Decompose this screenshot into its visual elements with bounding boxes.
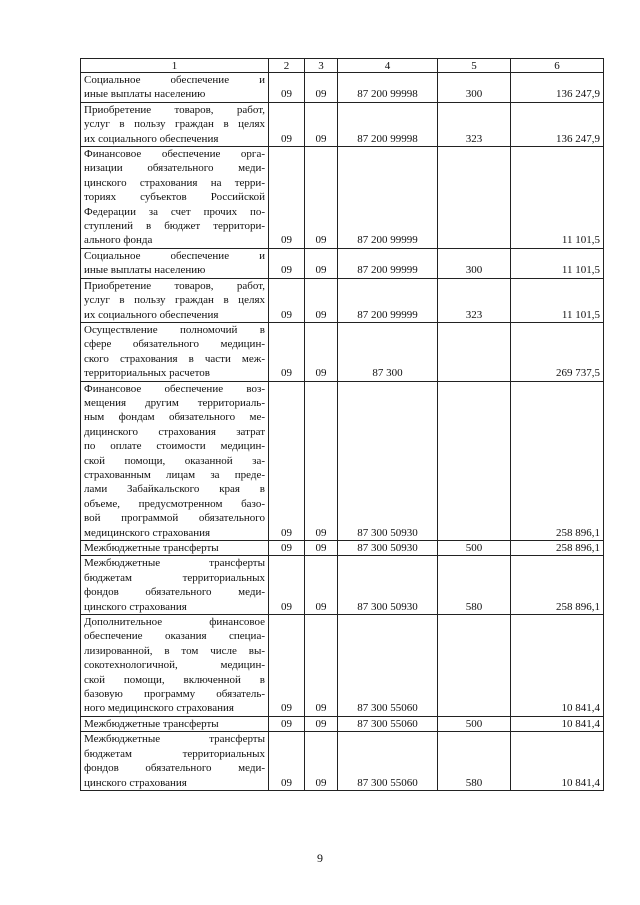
row-subsection: 09	[305, 556, 338, 615]
row-name	[81, 73, 269, 103]
row-name-line: Финансовое обеспечение орга-	[84, 148, 265, 161]
row-subsection: 09	[305, 732, 338, 791]
row-name-line: бюджетам территориальных	[84, 571, 265, 584]
table-row	[81, 147, 604, 249]
row-name	[81, 556, 269, 615]
row-name-line: ториях субъектов Российской	[84, 191, 265, 204]
row-expense-type: 580	[438, 732, 511, 791]
table-row	[81, 541, 604, 556]
row-name-line: их социального обеспечения	[84, 308, 219, 321]
row-expense-type: 580	[438, 556, 511, 615]
page-number: 9	[317, 851, 323, 865]
row-name-line: лизированной, в том числе вы-	[84, 644, 265, 657]
row-target-article: 87 300 50930	[338, 381, 438, 540]
row-target-article: 87 200 99998	[338, 102, 438, 146]
header-col-3: 3	[305, 59, 338, 73]
row-subsection: 09	[305, 102, 338, 146]
row-target-article: 87 200 99999	[338, 147, 438, 249]
row-name	[81, 541, 269, 556]
header-row	[81, 59, 604, 73]
row-expense-type	[438, 615, 511, 717]
row-subsection: 09	[305, 716, 338, 731]
row-name-line: сфере обязательного медицин-	[84, 338, 265, 351]
row-subsection: 09	[305, 615, 338, 717]
row-subsection: 09	[305, 73, 338, 103]
row-name-line: ской помощи, включенной в	[84, 673, 265, 686]
row-name-line: Приобретение товаров, работ,	[84, 103, 265, 116]
row-name-line: Федерации за счет прочих по-	[84, 205, 265, 218]
row-name-line: Дополнительное финансовое	[84, 616, 265, 629]
row-expense-type: 323	[438, 278, 511, 322]
row-name-line: иные выплаты населению	[84, 88, 206, 101]
row-section: 09	[269, 732, 305, 791]
header-col-6: 6	[511, 59, 604, 73]
table-row	[81, 716, 604, 731]
row-name-line: ступлений в бюджет территори-	[84, 220, 265, 233]
table-row	[81, 73, 604, 103]
row-name-line: услуг в пользу граждан в целях	[84, 118, 265, 131]
row-name-line: цинского страхования на терри-	[84, 176, 265, 189]
row-section: 09	[269, 322, 305, 381]
row-section: 09	[269, 248, 305, 278]
table-row	[81, 381, 604, 540]
row-section: 09	[269, 73, 305, 103]
row-target-article: 87 300 50930	[338, 556, 438, 615]
row-subsection: 09	[305, 147, 338, 249]
row-name-line: ской помощи, оказанной за-	[84, 454, 265, 467]
row-amount: 258 896,1	[511, 556, 604, 615]
row-name-line: Межбюджетные трансферты	[84, 557, 265, 570]
row-section: 09	[269, 716, 305, 731]
row-name-line: Осуществление полномочий в	[84, 323, 265, 336]
table-row	[81, 322, 604, 381]
row-amount: 10 841,4	[511, 716, 604, 731]
row-name-line: Межбюджетные трансферты	[84, 542, 219, 554]
row-name	[81, 147, 269, 249]
row-expense-type: 500	[438, 716, 511, 731]
row-section: 09	[269, 556, 305, 615]
row-expense-type: 300	[438, 248, 511, 278]
row-name-line: Межбюджетные трансферты	[84, 717, 219, 730]
row-target-article: 87 300 55060	[338, 615, 438, 717]
table-body	[81, 73, 604, 791]
row-amount: 10 841,4	[511, 615, 604, 717]
row-name-line: медицинского страхования	[84, 526, 211, 539]
row-name	[81, 102, 269, 146]
row-name	[81, 732, 269, 791]
row-name-line: по оплате стоимости медицин-	[84, 440, 265, 453]
row-expense-type: 300	[438, 73, 511, 103]
row-name-line: цинского страхования	[84, 600, 187, 613]
row-name-line: мещения другим территориаль-	[84, 396, 265, 409]
row-section: 09	[269, 615, 305, 717]
row-target-article: 87 300	[338, 322, 438, 381]
row-name-line: вой программой обязательного	[84, 512, 265, 525]
row-section: 09	[269, 147, 305, 249]
table-row	[81, 102, 604, 146]
row-amount: 11 101,5	[511, 248, 604, 278]
row-subsection: 09	[305, 248, 338, 278]
row-subsection: 09	[305, 322, 338, 381]
row-name-line: Приобретение товаров, работ,	[84, 279, 265, 292]
row-name	[81, 322, 269, 381]
row-name	[81, 381, 269, 540]
row-amount: 11 101,5	[511, 147, 604, 249]
row-name-line: ального фонда	[84, 234, 153, 247]
row-name-line: фондов обязательного меди-	[84, 762, 265, 775]
table-row	[81, 248, 604, 278]
row-subsection: 09	[305, 541, 338, 556]
row-amount: 258 896,1	[511, 541, 604, 556]
row-expense-type	[438, 147, 511, 249]
row-name-line: иные выплаты населению	[84, 264, 206, 277]
row-target-article: 87 300 55060	[338, 732, 438, 791]
row-name-line: обеспечение оказания специа-	[84, 630, 265, 643]
row-amount: 136 247,9	[511, 73, 604, 103]
row-name	[81, 615, 269, 717]
row-amount: 10 841,4	[511, 732, 604, 791]
row-target-article: 87 200 99998	[338, 73, 438, 103]
row-section: 09	[269, 381, 305, 540]
row-name-line: ным фондам обязательного ме-	[84, 411, 265, 424]
row-expense-type	[438, 381, 511, 540]
row-target-article: 87 300 50930	[338, 541, 438, 556]
row-subsection: 09	[305, 381, 338, 540]
row-amount: 269 737,5	[511, 322, 604, 381]
row-amount: 258 896,1	[511, 381, 604, 540]
row-name-line: Финансовое обеспечение воз-	[84, 382, 265, 395]
table-row	[81, 278, 604, 322]
row-name-line: Социальное обеспечение и	[84, 249, 265, 262]
row-name-line: объеме, предусмотренном базо-	[84, 497, 265, 510]
row-name	[81, 278, 269, 322]
row-name-line: сокотехнологичной, медицин-	[84, 659, 265, 672]
table-row	[81, 732, 604, 791]
header-col-1: 1	[81, 59, 269, 73]
row-amount: 136 247,9	[511, 102, 604, 146]
row-subsection: 09	[305, 278, 338, 322]
row-expense-type	[438, 322, 511, 381]
row-name	[81, 248, 269, 278]
row-name-line: бюджетам территориальных	[84, 747, 265, 760]
row-name-line: ного медицинского страхования	[84, 702, 234, 715]
row-name-line: фондов обязательного меди-	[84, 586, 265, 599]
table-row	[81, 556, 604, 615]
budget-table	[80, 58, 604, 791]
row-section: 09	[269, 102, 305, 146]
row-name-line: территориальных расчетов	[84, 367, 210, 380]
row-name	[81, 716, 269, 731]
table-row	[81, 615, 604, 717]
header-col-4: 4	[338, 59, 438, 73]
row-section: 09	[269, 541, 305, 556]
row-name-line: Социальное обеспечение и	[84, 74, 265, 86]
row-name-line: низации обязательного меди-	[84, 162, 265, 175]
row-name-line: базовую программу обязатель-	[84, 688, 265, 701]
row-target-article: 87 200 99999	[338, 278, 438, 322]
row-name-line: цинского страхования	[84, 776, 187, 789]
row-name-line: ского страхования в части меж-	[84, 352, 265, 365]
row-name-line: дицинского страхования затрат	[84, 425, 265, 438]
row-expense-type: 323	[438, 102, 511, 146]
row-name-line: их социального обеспечения	[84, 132, 219, 145]
row-name-line: Межбюджетные трансферты	[84, 733, 265, 746]
row-name-line: лами Забайкальского края в	[84, 483, 265, 496]
row-section: 09	[269, 278, 305, 322]
row-name-line: страхованным лицам за преде-	[84, 468, 265, 481]
row-target-article: 87 200 99999	[338, 248, 438, 278]
header-col-5: 5	[438, 59, 511, 73]
row-amount: 11 101,5	[511, 278, 604, 322]
row-expense-type: 500	[438, 541, 511, 556]
row-target-article: 87 300 55060	[338, 716, 438, 731]
header-col-2: 2	[269, 59, 305, 73]
row-name-line: услуг в пользу граждан в целях	[84, 294, 265, 307]
